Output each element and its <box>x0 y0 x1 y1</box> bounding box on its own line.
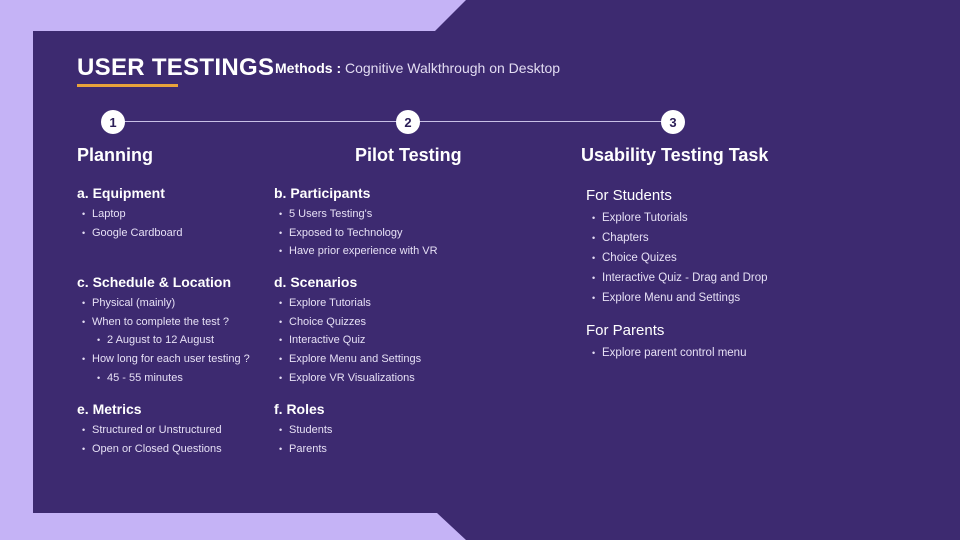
metrics-list <box>77 421 222 458</box>
section-heading-participants: b. Participants <box>274 185 371 201</box>
step-2-circle: 2 <box>396 110 420 134</box>
list-item: • How long for each user testing ? <box>77 350 250 369</box>
section-heading-for-students: For Students <box>586 187 672 204</box>
list-item: • Explore Menu and Settings <box>274 350 421 369</box>
list-item: • Google Cardboard <box>77 224 183 243</box>
list-subitem: • 2 August to 12 August <box>77 331 250 350</box>
list-item: • Structured or Unstructured <box>77 421 222 440</box>
column-title-usability-testing-task: Usability Testing Task <box>581 145 769 165</box>
list-item: • Explore Tutorials <box>274 294 421 313</box>
column-title-pilot-testing: Pilot Testing <box>355 145 462 165</box>
section-heading-for-parents: For Parents <box>586 322 665 339</box>
section-heading-metrics: e. Metrics <box>77 401 142 417</box>
equipment-list <box>77 205 183 242</box>
roles-list <box>274 421 332 458</box>
slide-title: USER TESTINGS <box>77 54 275 81</box>
for-students-list <box>587 208 768 308</box>
methods-label: Methods : <box>275 60 342 76</box>
list-item: • Choice Quizes <box>587 248 768 268</box>
list-item: • Interactive Quiz <box>274 331 421 350</box>
list-subitem: • 45 - 55 minutes <box>77 369 250 388</box>
list-item: • Explore Menu and Settings <box>587 288 768 308</box>
list-item: • Explore Tutorials <box>587 208 768 228</box>
section-heading-roles: f. Roles <box>274 401 325 417</box>
title-underline <box>77 84 178 87</box>
scenarios-list <box>274 294 421 387</box>
list-item: • Chapters <box>587 228 768 248</box>
list-item: • When to complete the test ? <box>77 313 250 332</box>
list-item: • 5 Users Testing's <box>274 205 438 224</box>
list-item: • Have prior experience with VR <box>274 242 438 261</box>
section-heading-schedule-location: c. Schedule & Location <box>77 274 232 290</box>
step-1-circle: 1 <box>101 110 125 134</box>
step-3-circle: 3 <box>661 110 685 134</box>
list-item: • Laptop <box>77 205 183 224</box>
participants-list <box>274 205 438 261</box>
section-heading-equipment: a. Equipment <box>77 185 165 201</box>
section-heading-scenarios: d. Scenarios <box>274 274 358 290</box>
list-item: • Explore parent control menu <box>587 343 746 363</box>
list-item: • Choice Quizzes <box>274 313 421 332</box>
list-item: • Exposed to Technology <box>274 224 438 243</box>
for-parents-list <box>587 343 746 363</box>
methods-value: Cognitive Walkthrough on Desktop <box>345 60 561 76</box>
column-title-planning: Planning <box>77 145 153 165</box>
list-item: • Explore VR Visualizations <box>274 369 421 388</box>
timeline-line <box>113 121 673 122</box>
schedule-location-list <box>77 294 250 387</box>
list-item: • Physical (mainly) <box>77 294 250 313</box>
list-item: • Students <box>274 421 332 440</box>
list-item: • Parents <box>274 440 332 459</box>
list-item: • Open or Closed Questions <box>77 440 222 459</box>
methods-line <box>275 60 560 76</box>
list-item: • Interactive Quiz - Drag and Drop <box>587 268 768 288</box>
